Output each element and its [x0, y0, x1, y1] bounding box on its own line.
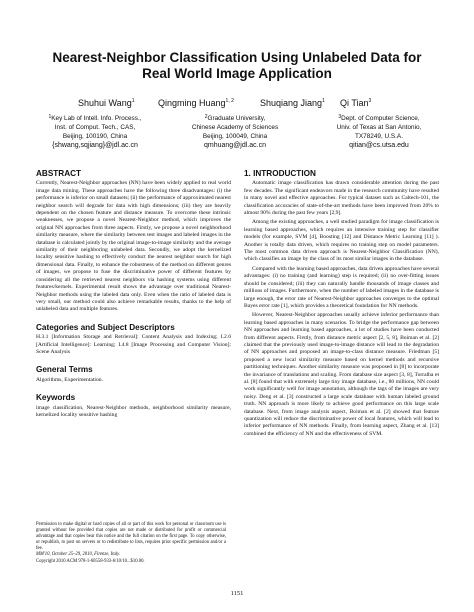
affiliation-email: qitian@cs.utsa.edu: [349, 142, 409, 149]
copyright-footnote: [36, 522, 226, 565]
affiliation-line: Beijing, 100049, China: [202, 133, 268, 140]
author-name: Qi Tian: [340, 98, 369, 108]
author-sup: 1, 2: [225, 98, 234, 104]
paper-title: Nearest-Neighbor Classification Using Unlabeled Data for Real World Image Application: [52, 50, 422, 81]
affiliation-sup: 3: [338, 114, 342, 120]
general-terms-text: Algorithms, Experimentation.: [36, 376, 103, 383]
intro-paragraph: Automatic image classification has drawn considerable attention during the past few decades. The significant endeavors made in the research community have resulted in many novel and effective approaches. For typical dataset such as Caltech-101, the classification accuracies of state-of-the-art methods have been improved from 20% to almost 90% during the past few years [2,9].: [244, 180, 439, 217]
right-column: [244, 170, 439, 440]
author-sup: 1: [131, 98, 135, 104]
author-name: Shuqiang Jiang: [260, 98, 323, 108]
affiliation-line: Chinese Academy of Sciences: [191, 124, 279, 131]
permission-text: Permission to make digital or hard copies of all or part of this work for personal or classroom use is granted without fee provided that copies are not made or distributed for profit or commercial advantage and that copies bear this notice and the full citation on the first page. To copy otherwise, or republish, to post on servers or to redistribute to lists, requires prior specific permission and/or a fee.: [36, 522, 226, 552]
affiliation-3: [314, 114, 444, 150]
author-name: Shuhui Wang: [78, 98, 132, 108]
author-1: [78, 98, 134, 108]
affiliation-email: qmhuang@jdl.ac.cn: [204, 142, 266, 149]
categories-heading: Categories and Subject Descriptors: [36, 322, 175, 332]
page-number: 1151: [230, 590, 244, 597]
affiliation-email: {shwang,sqjiang}@jdl.ac.cn: [52, 142, 138, 149]
affiliation-sup: 2: [204, 114, 208, 120]
general-terms-heading: General Terms: [36, 365, 93, 375]
affiliation-line: TX78249, U.S.A.: [355, 133, 403, 140]
venue-text: MM'10, October 25–29, 2010, Firenze, Italy.: [36, 552, 121, 558]
affiliations: [30, 112, 450, 156]
affiliation-line: Graduate University,: [207, 115, 266, 122]
author-sup: 3: [368, 98, 372, 104]
author-name: Qingming Huang: [158, 98, 226, 108]
categories-text: H.3.1 [Information Storage and Retrieval]: Content Analysis and Indexing; I.2.6 [Artificial Intelligence]: Learning; I.4.8 [Image Processing and Computer Vision]: Scene Analysis: [36, 334, 231, 355]
affiliation-2: [170, 114, 300, 150]
affiliation-sup: 1: [48, 114, 52, 120]
author-3: [260, 98, 325, 108]
affiliation-line: Key Lab of Intell. Info. Process.,: [51, 115, 142, 122]
affiliation-line: Inst. of Comput. Tech., CAS,: [54, 124, 136, 131]
abstract-heading: ABSTRACT: [36, 169, 82, 178]
introduction-heading: 1. INTRODUCTION: [244, 169, 316, 178]
author-names: [30, 98, 450, 112]
affiliation-1: [30, 114, 160, 150]
keywords-text: image classification, Nearest-Neighbor methods, neighborhood similarity measure, kernelized locality sensitive hashing: [36, 404, 231, 418]
affiliation-line: Beijing, 100190, China: [62, 133, 128, 140]
left-column: [36, 170, 231, 421]
intro-paragraph: Among the existing approaches, a well studied paradigm for image classification is learning based approaches, which requires an intensive training step for classifier models (for example, SVM [4], Boosting [12] and Distance Metric Learning [11] ). Another is totally data driven, which requires no training step on model parameters. The most common data driven approach is Nearest-Neighbor Classification (NN), which classifies an image by the class of its most similar images in the database.: [244, 219, 439, 263]
author-block: [30, 98, 450, 156]
intro-paragraph: However, Nearest-Neighbor approaches usually achieve inferior performance than learning based approaches in many scenarios. To bridge the performance gap between NN approaches and learning based approaches, a lot of studies have been conducted from different aspects. Firstly, from distance metric aspect [2, 5, 8], Boiman et al. [2] claimed that the previously used image-to-image distance will lead to the degradation of NN approaches and proposed an image-to-class distance measure. Friedman [5] proposed a new local similarity measure based on kernel methods and recursive partitioning techniques. Another similarity measure was proposed in [8] to incorporate the invariance of translations and scaling. From database size aspect [3, 8], Torralba et al. [8] found that with extremely large tiny image database, i.e., 80 millions, NN could work significantly well for image annotation, although the tags of the images are very noisy. Deng et al. [3] constructed a large scale database with human labeled ground truth. NN approach is more likely to achieve good performance on this large scale database. Next, from image analysis aspect, Boiman et al. [2] showed that feature quantization will reduce the discriminative power of local features, which will lead to inferior performance of NN methods. Finally, from learning aspect, Zhang et al. [13] combined the efficiency of NN and the effectiveness of SVM.: [244, 312, 439, 437]
abstract-text: Currently, Nearest-Neighbor approaches (NN) have been widely applied to real world image data mining. These approaches have the following three disadvantages: (i) the performance is inferior on small datasets; (ii) the performance of approximated nearest neighbor search will degrade for data with high dimensions; (iii) they are heavily dependent on the chosen feature and distance measure. To overcome these intrinsic weaknesses, we propose a novel Nearest-Neighbor method, which improves the original NN approaches from three aspects. Firstly, we propose a novel neighborhood similarity measure, where the similarity between test images and labeled images in the database is calculated jointly by the original image-to-image similarity and the average similarity of their neighboring unlabeled data. Secondly, we adopt the kernelized locality sensitive hashing to effectively conduct the nearest neighbor search for high dimensional data. Finally, to enhance the robustness of the method on different genres of images, we propose to fuse the discriminative power of different features by considering all the retrieved nearest neighbors via hashing systems using different features/kernels. Experimental result shows the advantage over traditional Nearest-Neighbor methods using the labeled data only. Even when the ratio of labeled data is very small, our method could also achieve remarkable results, thanks to the help of unlabeled data and multiple features.: [36, 180, 231, 313]
author-4: [340, 98, 371, 108]
affiliation-line: Univ. of Texas at San Antonio,: [336, 124, 422, 131]
intro-paragraph: Compared with the learning based approaches, data driven approaches have several advantages: (i) no training (and learning) step is required; (ii) no over-fitting issues should be considered; (iii) they can naturally handle thousands of image classes and millions of images. Furthermore, when the number of labeled images in the database is large enough, the error rate of Nearest-Neighbor approaches converges to the optimal Bayes error rate [1], which provides a theoretical foundation for NN methods.: [244, 265, 439, 309]
author-2: [158, 98, 234, 108]
copyright-text: Copyright 2010 ACM 978-1-60558-933-6/10/10...$10.00.: [36, 558, 145, 564]
author-sup: 1: [322, 98, 325, 104]
keywords-heading: Keywords: [36, 393, 76, 403]
affiliation-line: Dept. of Computer Science,: [341, 115, 420, 122]
